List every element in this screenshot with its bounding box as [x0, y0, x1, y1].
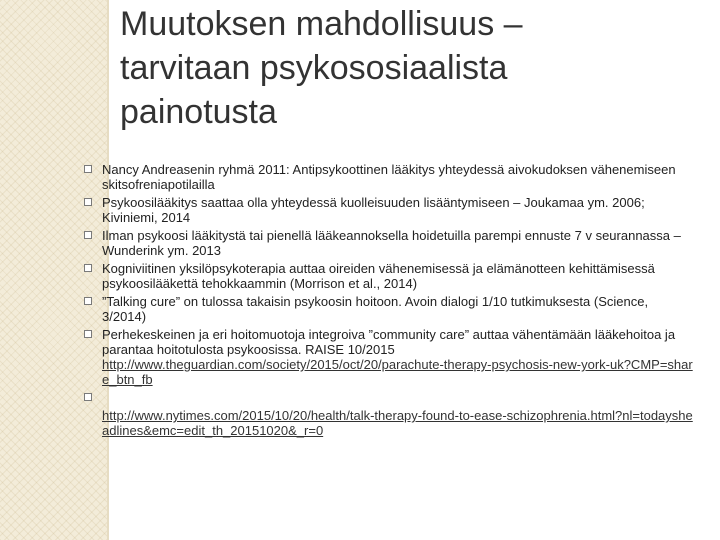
bullet-text: ”Talking cure” on tulossa takaisin psykoosin hoitoon. Avoin dialogi 1/10 tutkimuksesta (Science, 3/2014) — [102, 294, 649, 324]
bullet-text: Psykoosilääkitys saattaa olla yhteydessä kuolleisuuden lisääntymiseen – Joukamaa ym. 2006; Kiviniemi, 2014 — [102, 195, 645, 225]
nytimes-link[interactable]: http://www.nytimes.com/2015/10/20/health/talk-therapy-found-to-ease-schizophrenia.html?nl=todaysheadlines&emc=edit_th_20151020&_r=0 — [102, 408, 693, 438]
bullet-item — [84, 390, 694, 438]
bullet-box-icon — [84, 165, 92, 173]
bullet-item — [84, 294, 694, 324]
bullet-text: Ilman psykoosi lääkitystä tai pienellä lääkeannoksella hoidetuilla parempi ennuste 7 v seurannassa – Wunderink ym. 2013 — [102, 228, 681, 258]
guardian-link[interactable]: http://www.theguardian.com/society/2015/oct/20/parachute-therapy-psychosis-new-york-uk?CMP=share_btn_fb — [102, 357, 693, 387]
bullet-item — [84, 195, 694, 225]
bullet-item — [84, 327, 694, 387]
bullet-box-icon — [84, 297, 92, 305]
bullet-box-icon — [84, 330, 92, 338]
bullet-box-icon — [84, 198, 92, 206]
bullet-box-icon — [84, 231, 92, 239]
bullet-item — [84, 228, 694, 258]
bullet-text: Nancy Andreasenin ryhmä 2011: Antipsykoottinen lääkitys yhteydessä aivokudoksen vähenemiseen skitsofreniapotilailla — [102, 162, 676, 192]
bullet-text-empty — [102, 390, 694, 408]
slide-title: Muutoksen mahdollisuus – tarvitaan psykososiaalista painotusta — [120, 5, 523, 131]
bullet-text: Kogniviitinen yksilöpsykoterapia auttaa oireiden vähenemisessä ja elämänotteen kehittämisessä psykoosilääkettä tehokkaammin (Morrison et al., 2014) — [102, 261, 655, 291]
bullet-box-icon — [84, 264, 92, 272]
bullet-item — [84, 162, 694, 192]
bullet-list — [84, 162, 694, 441]
bullet-text: Perhekeskeinen ja eri hoitomuotoja integroiva ”community care” auttaa vähentämään lääkehoitoa ja parantaa hoitotulosta psykoosissa. RAISE 10/2015 — [102, 327, 676, 357]
bullet-item — [84, 261, 694, 291]
bullet-box-icon — [84, 393, 92, 401]
